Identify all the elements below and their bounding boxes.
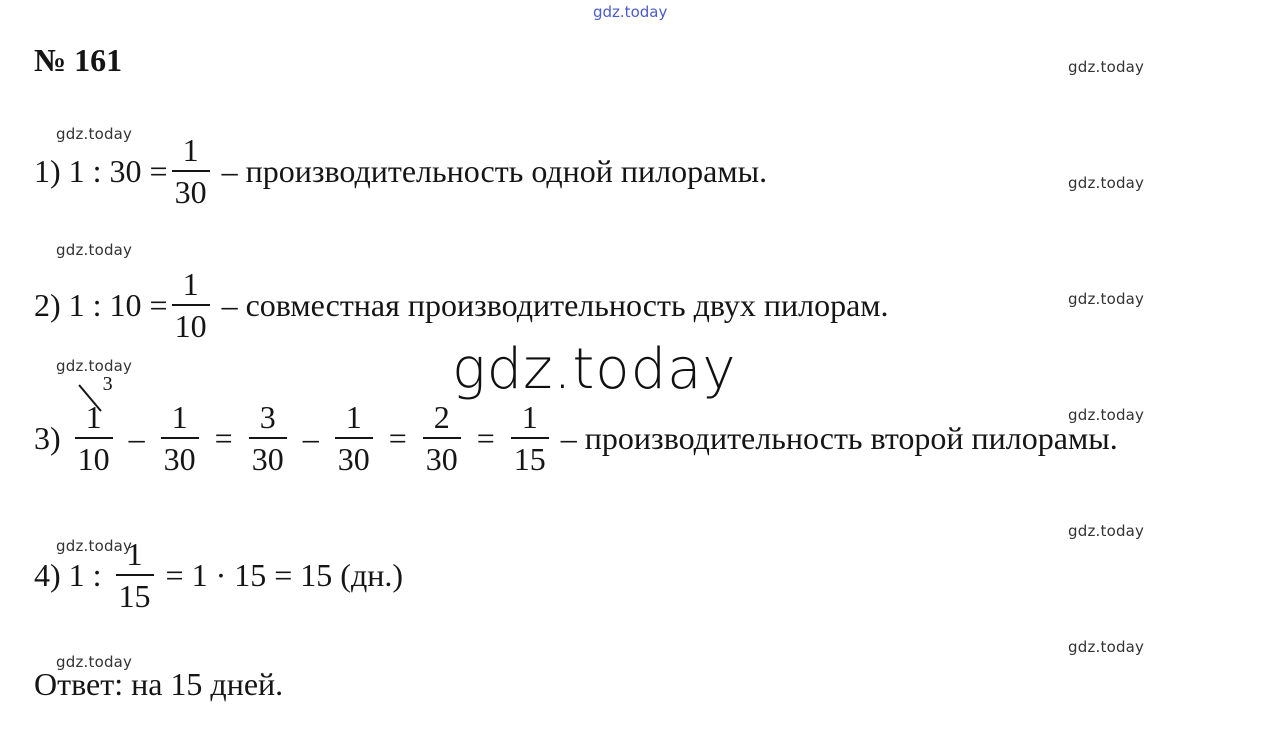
equals-sign: = [476,419,495,456]
watermark-small: gdz.today [1068,58,1145,76]
solution-step-1 [34,130,767,212]
fraction-denominator: 30 [163,441,196,477]
watermark-small: gdz.today [56,357,133,375]
fraction-numerator: 3 [259,399,276,435]
watermark-center: gdz.today [452,337,737,402]
step-4-text: = 1 · 15 = 15 (дн.) [165,556,404,593]
step-3-text: – производительность второй пилорамы. [560,419,1118,456]
fraction-denominator: 15 [513,441,546,477]
fraction [335,397,373,479]
step-2-expression: 2) 1 : 10 = [34,286,168,323]
fraction-numerator: 1 [126,536,143,572]
watermark-small: gdz.today [56,537,133,555]
fraction [75,373,113,479]
watermark-small: gdz.today [1068,522,1145,540]
watermark-small: gdz.today [1068,638,1145,656]
fraction-numerator: 1 [182,132,199,168]
fraction [249,397,287,479]
fraction [172,264,210,346]
fraction-denominator: 30 [251,441,284,477]
watermark-small: gdz.today [1068,174,1145,192]
answer-line: Ответ: на 15 дней. [34,666,284,702]
equals-sign: = [388,419,407,456]
fraction-numerator: 1 [521,399,538,435]
fraction-denominator: 10 [174,308,207,344]
fraction-denominator: 15 [118,578,151,614]
step-1-text: – производительность одной пилорамы. [221,152,768,189]
fraction-denominator: 30 [174,174,207,210]
solution-step-3 [34,373,1118,479]
fraction [116,534,154,616]
fraction-numerator: 1 [182,266,199,302]
fraction-numerator: 2 [433,399,450,435]
solution-step-2 [34,264,889,346]
fraction-numerator: 1 [85,399,102,435]
step-1-expression: 1) 1 : 30 = [34,152,168,189]
minus-sign: – [128,419,145,456]
minus-sign: – [302,419,319,456]
fraction [161,397,199,479]
watermark-small: gdz.today [1068,290,1145,308]
fraction-numerator: 1 [171,399,188,435]
watermark-small: gdz.today [56,241,133,259]
fraction [423,397,461,479]
watermark-small: gdz.today [56,653,133,671]
fraction-numerator: 1 [345,399,362,435]
step-2-text: – совместная производительность двух пилорам. [221,286,889,323]
fraction-denominator: 30 [425,441,458,477]
equals-sign: = [214,419,233,456]
fraction [511,397,549,479]
extension-factor: 3 [102,373,113,395]
fraction-denominator: 10 [77,441,110,477]
solution-step-4 [34,534,403,616]
fraction [172,130,210,212]
watermark-top: gdz.today [593,3,668,21]
watermark-small: gdz.today [1068,406,1145,424]
step-3-label: 3) [34,419,61,456]
problem-title: № 161 [34,42,123,78]
fraction-denominator: 30 [337,441,370,477]
step-4-expression: 4) 1 : [34,556,102,593]
watermark-small: gdz.today [56,125,133,143]
